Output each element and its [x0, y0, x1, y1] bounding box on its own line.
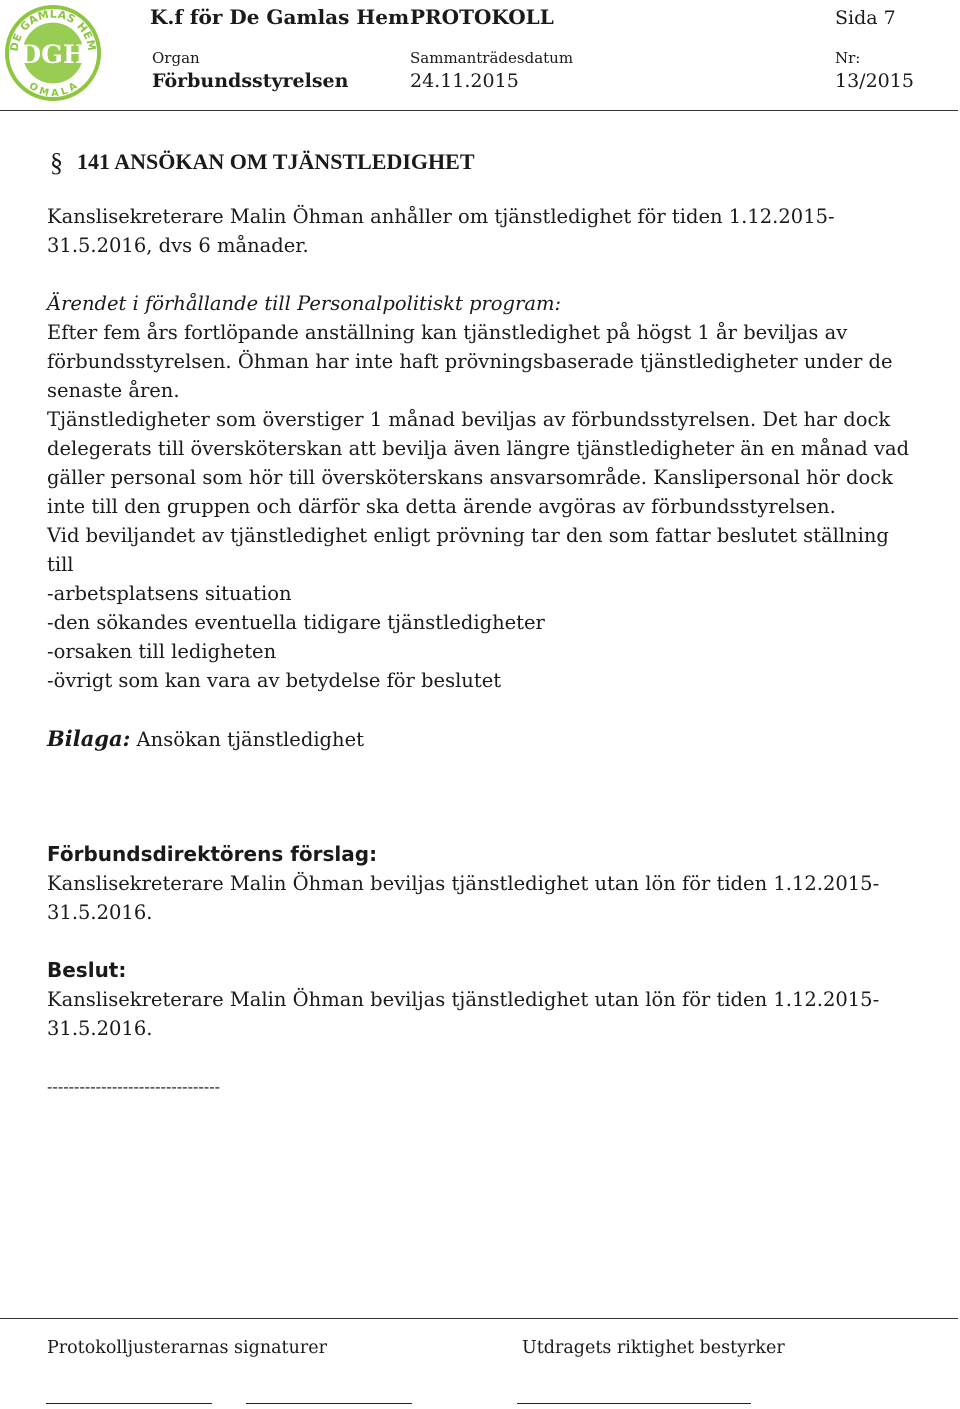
body-line: 31.5.2016, dvs 6 månader. — [47, 234, 309, 257]
section-heading — [50, 146, 475, 176]
criteria-item: -arbetsplatsens situation — [47, 582, 292, 605]
header-nr-label: Nr: — [835, 49, 861, 67]
criteria-item: -den sökandes eventuella tidigare tjänstledigheter — [47, 611, 545, 634]
logo-monogram: DGH — [19, 39, 87, 70]
header-date-label: Sammanträdesdatum — [410, 49, 574, 67]
body-line: förbundsstyrelsen. Öhman har inte haft prövningsbaserade tjänstledigheter under de — [47, 350, 893, 373]
body-line: Tjänstledigheter som överstiger 1 månad beviljas av förbundsstyrelsen. Det har dock — [47, 408, 891, 431]
body-line: inte till den gruppen och därför ska detta ärende avgöras av förbundsstyrelsen. — [47, 495, 836, 518]
body-line: delegerats till översköterskan att bevilja även längre tjänstledigheter än en månad vad — [47, 437, 910, 460]
body-line: Vid beviljandet av tjänstledighet enligt prövning tar den som fattar beslutet ställning — [47, 524, 889, 547]
body-line: Efter fem års fortlöpande anställning kan tjänstledighet på högst 1 år beviljas av — [47, 321, 848, 344]
criteria-item: -orsaken till ledigheten — [47, 640, 277, 663]
section-sign: § — [50, 148, 63, 177]
certification-label: Utdragets riktighet bestyrker — [522, 1338, 785, 1358]
logo-ring-top-text: DE GAMLAS HEM — [7, 7, 99, 53]
proposal-heading: Förbundsdirektörens förslag: — [47, 842, 378, 866]
end-separator: -------------------------------- — [47, 1077, 220, 1096]
signature-line — [517, 1403, 751, 1404]
attachment-label: Bilaga: — [47, 726, 131, 751]
signature-line — [46, 1403, 212, 1404]
header-org-name: K.f för De Gamlas Hem — [150, 5, 410, 29]
body-line: till — [47, 553, 74, 576]
header-divider — [0, 110, 958, 111]
logo-ring-bottom-text: O M A L A — [26, 80, 80, 100]
signatures-label: Protokolljusterarnas signaturer — [47, 1338, 327, 1358]
section-title: 141 ANSÖKAN OM TJÄNSTLEDIGHET — [77, 149, 475, 174]
header-date-value: 24.11.2015 — [410, 70, 519, 92]
criteria-item: -övrigt som kan vara av betydelse för beslutet — [47, 669, 502, 692]
proposal-text: 31.5.2016. — [47, 901, 153, 924]
signature-line — [246, 1403, 412, 1404]
header-page-number: Sida 7 — [835, 7, 896, 29]
header-doc-type: PROTOKOLL — [410, 5, 554, 29]
body-line: senaste åren. — [47, 379, 180, 402]
body-line: gäller personal som hör till översköterskans ansvarsområde. Kanslipersonal hör dock — [47, 466, 893, 489]
policy-subheading: Ärendet i förhållande till Personalpolitiskt program: — [47, 292, 562, 315]
header-organ-label: Organ — [152, 49, 200, 67]
proposal-text: Kanslisekreterare Malin Öhman beviljas tjänstledighet utan lön för tiden 1.12.2015- — [47, 872, 880, 895]
header-nr-value: 13/2015 — [835, 70, 914, 92]
decision-text: 31.5.2016. — [47, 1017, 153, 1040]
attachment-value: Ansökan tjänstledighet — [130, 728, 364, 751]
decision-text: Kanslisekreterare Malin Öhman beviljas tjänstledighet utan lön för tiden 1.12.2015- — [47, 988, 880, 1011]
attachment-line — [47, 724, 364, 754]
body-line: Kanslisekreterare Malin Öhman anhåller om tjänstledighet för tiden 1.12.2015- — [47, 205, 835, 228]
header-organ-value: Förbundsstyrelsen — [152, 70, 349, 92]
organization-logo — [4, 4, 102, 102]
decision-heading: Beslut: — [47, 958, 127, 982]
footer-divider — [0, 1318, 958, 1319]
